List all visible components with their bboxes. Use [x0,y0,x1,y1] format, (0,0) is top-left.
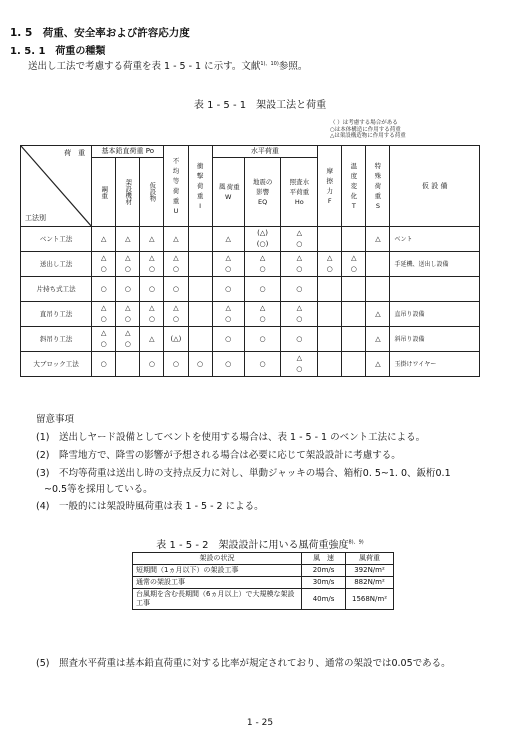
load-symbol-cell [116,252,140,277]
load-symbol-cell [92,227,116,252]
load-symbol-cell [212,277,244,302]
header-temporary: 仮設物 [140,158,164,227]
load-symbol: ○ [148,284,155,293]
load-symbol-cell [244,352,281,377]
load-symbol-cell [92,277,116,302]
load-symbol: ○ [124,284,131,293]
load-symbol: △ [375,334,381,343]
load-symbol: (○) [256,240,269,248]
load-symbol-cell [244,227,281,252]
load-symbol: △ [173,304,179,312]
load-symbol-cell [140,327,164,352]
load-symbol: △ [225,234,231,243]
load-symbol: △ [296,229,302,237]
load-symbol-cell [116,302,140,327]
table-row [21,352,480,377]
header-equipment: 仮 設 備 [390,146,480,227]
load-symbol: △ [173,234,179,243]
load-symbol-cell [164,302,188,327]
equipment-cell: 直吊り設備 [390,302,480,327]
load-symbol-cell [212,352,244,377]
load-symbol: △ [296,354,302,362]
legend-line: △は架設構造物に作用する荷重 [330,133,406,139]
load-symbol-cell [188,302,212,327]
load-symbol: △ [125,329,131,337]
load-symbol: △ [100,329,107,337]
note-item: (3) 不均等荷重は送出し時の支持点反力に対し、単動ジャッキの場合、箱桁0. 5~1. 0、鈑桁0.1 [36,468,451,479]
table-row [133,565,394,577]
load-symbol-cell [188,252,212,277]
load-symbol: ○ [296,365,303,373]
load-symbol-cell [366,327,390,352]
method-name-cell: 送出し工法 [21,252,92,277]
speed-cell: 20m/s [302,565,346,577]
load-symbol-cell [164,352,188,377]
header-wind-speed: 風 速 [302,553,346,565]
load-symbol-cell [140,352,164,377]
load-symbol: ○ [259,315,266,323]
load-symbol: ○ [296,315,303,323]
notes-title: 留意事項 [36,414,75,425]
legend-line: （ ）は考慮する場合がある [330,120,398,126]
method-name-cell: 大ブロック工法 [21,352,92,377]
load-symbol-cell [244,277,281,302]
intro-end: 参照。 [278,61,308,72]
header-load-label: 荷 重 [64,149,86,157]
load-symbol-cell [188,327,212,352]
method-name-cell: 片持ち式工法 [21,277,92,302]
table-row [21,252,480,277]
load-symbol-cell [140,252,164,277]
load-symbol: ○ [296,284,303,293]
table-row [21,302,480,327]
load-symbol-cell [342,277,366,302]
load-symbol: △ [259,304,266,312]
header-wind-load: 風荷重 [346,553,394,565]
header-temperature: 温 度 変 化 T [342,146,366,227]
load-symbol: ○ [296,334,303,343]
load-symbol: ○ [225,334,232,343]
load-symbol-cell [92,252,116,277]
load-symbol: ○ [225,284,232,293]
note-item: (4) 一般的には架設時風荷重は表 1 - 5 - 2 による。 [36,501,264,512]
equipment-cell: 玉掛けワイヤー [390,352,480,377]
load-symbol: △ [296,254,302,262]
load-cell: 1568N/m² [346,589,394,610]
load-symbol: ○ [124,340,131,348]
load-symbol-cell [140,277,164,302]
load-symbol: ○ [326,265,333,273]
load-symbol: △ [173,254,179,262]
load-symbol-cell [116,352,140,377]
table2-reference: 8)、9) [348,539,364,546]
load-symbol: ○ [259,284,266,293]
load-symbol: ○ [100,340,107,348]
header-diagonal-cell [21,146,92,227]
load-symbol-cell [164,252,188,277]
load-symbol: ○ [172,359,180,368]
load-symbol-cell [164,227,188,252]
load-symbol-cell [244,252,281,277]
load-symbol-cell [318,252,342,277]
load-symbol: ○ [100,315,107,323]
load-symbol-cell [116,277,140,302]
header-check-horizontal: 照査水 平荷重 Ho [281,158,318,227]
situation-cell: 台風期を含む長期間（6ヵ月以上）で大規模な架設工事 [133,589,302,610]
load-symbol: ○ [259,265,266,273]
header-steel-weight: 鋼重 [92,158,116,227]
load-symbol: ○ [225,315,232,323]
load-symbol: ○ [225,265,232,273]
load-symbol-cell [164,327,188,352]
load-symbol: ○ [172,315,180,323]
header-wind: 風荷重 W [212,158,244,227]
load-symbol-cell [318,327,342,352]
load-symbol-cell [92,352,116,377]
load-symbol: △ [375,234,381,243]
load-symbol-cell [366,277,390,302]
equipment-cell: 手延機、送出し設備 [390,252,480,277]
header-impact: 衝 撃 荷 重 I [188,146,212,227]
load-symbol-cell [366,302,390,327]
load-symbol: △ [225,254,231,262]
load-symbol-cell [212,302,244,327]
load-symbol-cell [318,302,342,327]
load-symbol: ○ [225,359,232,368]
table-row [21,277,480,302]
load-symbol: △ [225,304,231,312]
load-symbol: △ [100,234,107,243]
method-name-cell: 斜吊り工法 [21,327,92,352]
load-symbol-cell [140,302,164,327]
load-cell: 882N/m² [346,577,394,589]
load-symbol-cell [281,302,318,327]
load-symbol-cell [244,327,281,352]
load-symbol-cell [212,252,244,277]
load-symbol-cell [342,352,366,377]
wind-load-table [132,552,394,610]
load-symbol: ○ [172,284,180,293]
load-symbol: △ [259,254,266,262]
load-symbol: △ [125,234,131,243]
note-item: (2) 降雪地方で、降雪の影響が予想される場合は必要に応じて架設設計に考慮する。 [36,450,401,461]
load-symbol: ○ [124,265,131,273]
header-method-label: 工法別 [25,214,46,222]
load-symbol: ○ [124,315,131,323]
load-symbol-cell [366,352,390,377]
load-symbol: △ [149,254,155,262]
load-symbol-cell [318,227,342,252]
load-symbol: △ [327,254,333,262]
load-symbol-cell [342,227,366,252]
subsection-heading: 1. 5. 1 荷重の種類 [10,46,106,57]
load-symbol: (△) [257,229,269,237]
situation-cell: 短期間（1ヵ月以下）の架設工事 [133,565,302,577]
load-cell: 392N/m² [346,565,394,577]
load-symbol-cell [342,302,366,327]
load-symbol: ○ [172,265,180,273]
load-symbol: ○ [148,359,155,368]
load-symbol: ○ [197,359,204,368]
speed-cell: 40m/s [302,589,346,610]
load-symbol-cell [116,327,140,352]
table-row [133,589,394,610]
load-symbol: ○ [259,334,266,343]
table-row [21,327,480,352]
situation-cell: 通常の架設工事 [133,577,302,589]
intro-text: 送出し工法で考慮する荷重を表 1 - 5 - 1 に示す。文献$^{1)、10)}$参照。 [28,60,308,72]
load-symbol-cell [366,252,390,277]
header-special: 特 殊 荷 重 S [366,146,390,227]
load-symbol: △ [351,254,357,262]
load-symbol: ○ [259,359,266,368]
load-symbol: △ [149,304,155,312]
section-heading: 1. 5 荷重、安全率および許容応力度 [10,27,190,39]
load-symbol: ○ [100,284,107,293]
load-symbol: △ [100,254,107,262]
load-symbol-cell [116,227,140,252]
table1-title: 表 1 - 5 - 1 架設工法と荷重 [193,100,327,111]
page-number: 1 - 25 [246,718,274,728]
load-symbol-cell [92,302,116,327]
load-symbol: △ [149,234,155,243]
load-symbol-cell [164,277,188,302]
method-name-cell: 直吊り工法 [21,302,92,327]
load-symbol-cell [281,327,318,352]
load-symbol-cell [281,352,318,377]
load-symbol: ○ [350,265,357,273]
load-symbol-cell [342,252,366,277]
load-symbol-cell [212,327,244,352]
load-symbol-cell [188,227,212,252]
load-symbol-cell [281,227,318,252]
equipment-cell: ベント [390,227,480,252]
load-symbol: ○ [100,265,107,273]
load-table [20,145,480,377]
load-symbol: (△) [170,334,182,343]
load-symbol-cell [342,327,366,352]
load-symbol-cell [212,227,244,252]
table1-legend [330,120,406,140]
load-symbol-cell [244,302,281,327]
load-symbol-cell [366,227,390,252]
load-symbol: ○ [100,359,107,368]
intro-reference: 1)、10) [260,60,279,67]
note-item-continuation: ~0.5等を採用している。 [44,484,153,495]
load-symbol: ○ [148,315,155,323]
load-symbol: ○ [296,265,303,273]
load-symbol: △ [125,304,131,312]
load-symbol-cell [281,252,318,277]
load-symbol: ○ [296,240,303,248]
header-uneven: 不 均 等 荷 重 U [164,146,188,227]
load-symbol-cell [188,277,212,302]
load-symbol: △ [375,359,381,368]
table2-title: 表 1 - 5 - 2 架設設計に用いる風荷重強度$^{8)、9)}$ [156,539,364,551]
speed-cell: 30m/s [302,577,346,589]
equipment-cell: 斜吊り設備 [390,327,480,352]
table-row [21,227,480,252]
load-symbol-cell [318,277,342,302]
header-friction: 摩 擦 力 F [318,146,342,227]
load-symbol: △ [100,304,107,312]
load-symbol-cell [140,227,164,252]
equipment-cell [390,277,480,302]
load-table-body [21,227,480,377]
note-item-5: (5) 照査水平荷重は基本鉛直荷重に対する比率が規定されており、通常の架設では0.05である。 [36,658,451,669]
load-symbol: ○ [148,265,155,273]
load-symbol: △ [149,334,155,343]
header-equipment-material: 架設機材 [116,158,140,227]
header-earthquake: 地震の 影響 EQ [244,158,281,227]
legend-line: ○は本体構造に作用する荷重 [330,126,401,133]
note-item: (1) 送出しヤード設備としてベントを使用する場合は、表 1 - 5 - 1 のベント工法による。 [36,432,426,443]
header-situation: 架設の状況 [133,553,302,565]
load-symbol-cell [92,327,116,352]
header-base-group: 基本鉛直荷重 Po [92,146,164,158]
method-name-cell: ベント工法 [21,227,92,252]
load-symbol: △ [125,254,131,262]
header-horizontal-group: 水平荷重 [212,146,318,158]
load-symbol-cell [188,352,212,377]
table-row [133,577,394,589]
load-symbol: △ [296,304,302,312]
load-symbol: △ [375,309,381,318]
load-symbol-cell [318,352,342,377]
load-symbol-cell [281,277,318,302]
